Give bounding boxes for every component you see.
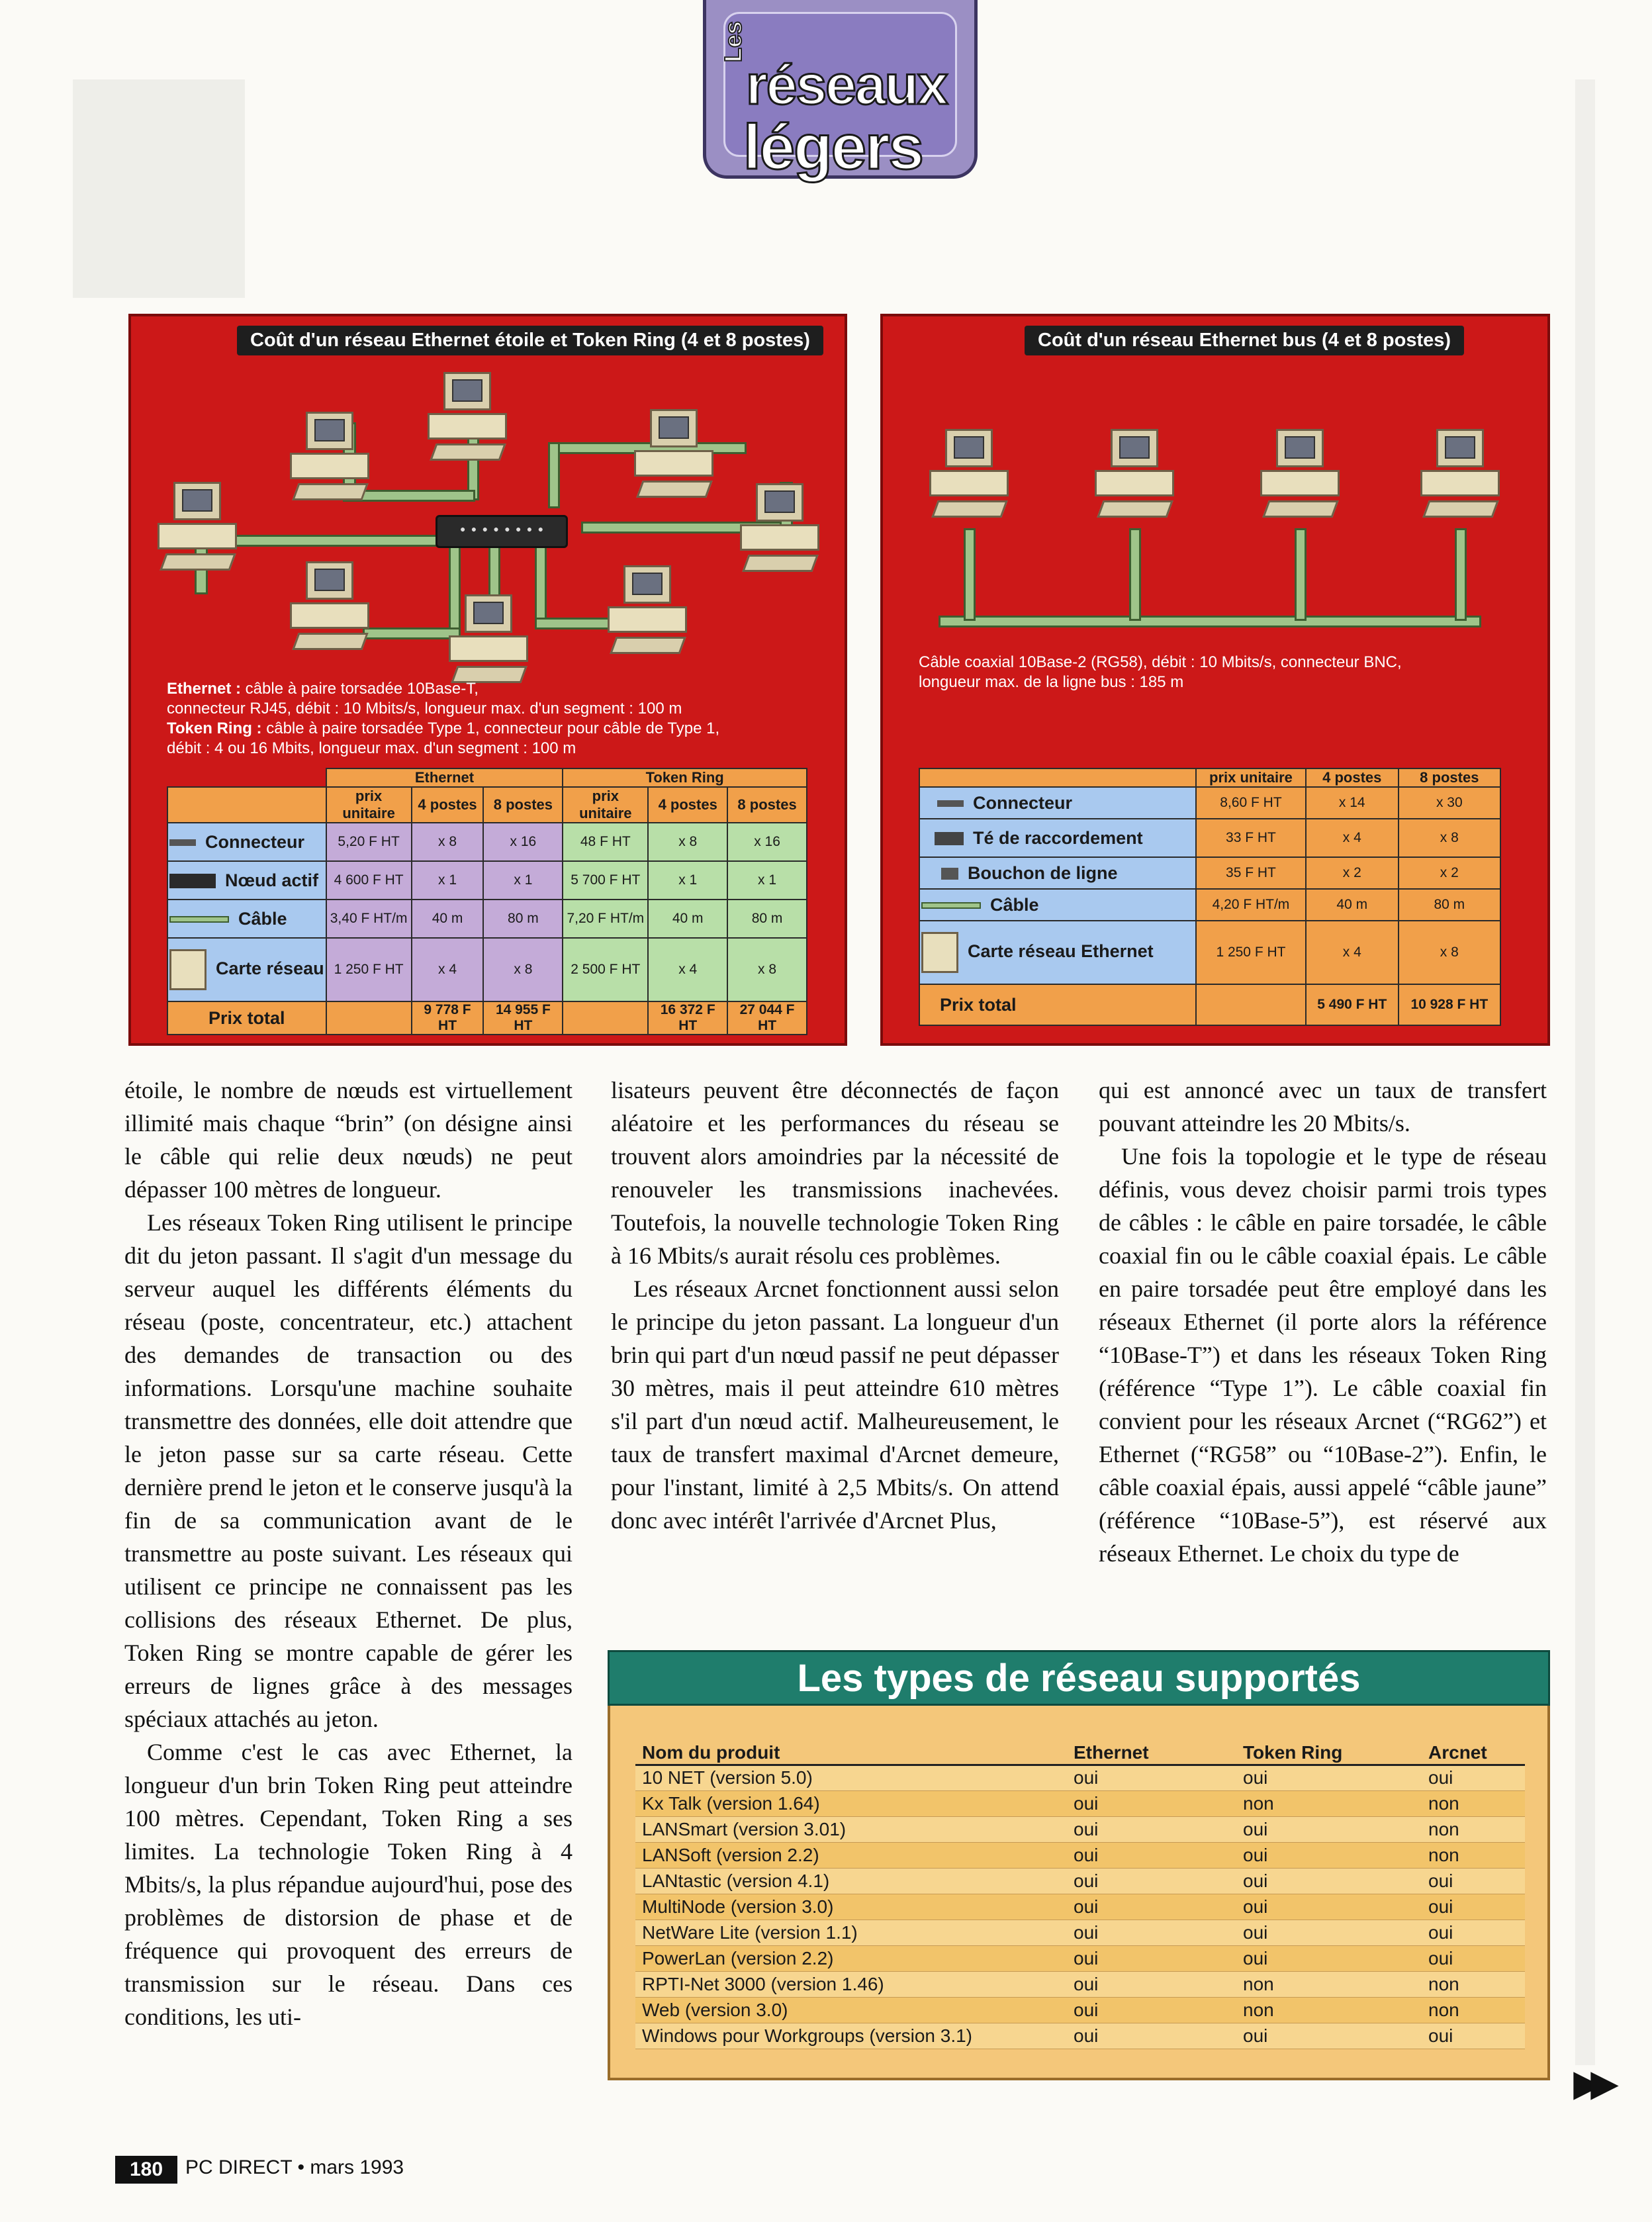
bnc-connector-icon [937,800,964,807]
terminator-icon [941,868,958,880]
pc-icon [169,949,206,990]
workstation-icon [1260,429,1340,528]
table-row: Connecteur 8,60 F HT x 14 x 30 [919,787,1500,819]
page-number: 180 [115,2156,177,2184]
connector-icon [169,839,196,846]
group-header-ethernet: Ethernet [326,768,563,787]
t-connector-icon [935,832,964,845]
cable-line [535,541,547,621]
article-column-3 [1099,1074,1547,1570]
cable-line [548,442,560,508]
cable-line [363,627,461,639]
workstation-icon [290,561,369,661]
hub-icon [169,874,216,888]
drop-cable [964,528,976,621]
paragraph: Les réseaux Token Ring utilisent le principe dit du jeton passant. Il s'agit d'un message du serveur auquel les différents éléments du réseau (poste, concentrateur, etc.) attachent des demandes de transaction ou des informations. Lorsqu'une machine souhaite transmettre des données, elle doit attendre que le jeton passe sur sa carte réseau. Cette dernière prend le jeton et le conserve jusqu'à la fin de sa communication avant de le transmettre au poste suivant. Les réseaux qui utilisent ce principe ne connaissent pas les collisions des réseaux Ethernet. De plus, Token Ring se montre capable de gérer les erreurs de lignes grâce à des messages spéciaux attachés au jeton. [124,1209,573,1732]
table-row: LANSoft (version 2.2) oui oui non [635,1842,1525,1868]
table-row: LANSmart (version 3.01) oui oui non [635,1816,1525,1842]
row-label: Câble [238,908,287,929]
paragraph: Une fois la topologie et le type de réseau définis, vous devez choisir parmi trois types de câbles : le câble en paire torsadée, le câble coaxial fin ou le câble coaxial épais. Le câble en paire torsadée peut être employé dans les réseaux Ethernet (il porte alors la référence “10Base-T”) et dans les réseaux Token Ring (référence “Type 1”). Le câble coaxial fin convient pour les réseaux Arcnet (“RG62”) et Ethernet (“RG58” ou “10Base-2”). Enfin, le câble coaxial épais, aussi appelé “câble jaune” (référence “10Base-5”), est réservé aux réseaux Ethernet. Le choix du type de [1099,1143,1547,1567]
workstation-icon [929,429,1009,528]
paragraph: Les réseaux Arcnet fonctionnent aussi selon le principe du jeton passant. La longueur d'un brin qui part d'un nœud passif ne peut dépasser 30 mètres, mais il peut atteindre 610 mètres s'il part d'un nœud actif. Malheureusement, le taux de transfert maximal d'Arcnet demeure, pour l'instant, limité à 2,5 Mbits/s. On attend donc avec intérêt l'arrivée d'Arcnet Plus, [611,1275,1059,1534]
footer-credit [185,2156,404,2179]
panel-description: Câble coaxial 10Base-2 (RG58), débit : 10 Mbits/s, connecteur BNC, longueur max. de la ligne bus : 185 m [919,653,1402,691]
network-types-title: Les types de réseau supportés [608,1650,1550,1706]
drop-cable [1295,528,1307,621]
group-header-tokenring: Token Ring [563,768,807,787]
workstation-icon [634,409,713,508]
col-header: Ethernet [1067,1742,1236,1765]
cable-icon [169,916,229,923]
ethernet-tokenring-cost-table [167,768,807,1035]
row-label: Carte réseau [216,958,324,979]
table-row: Té de raccordement 33 F HT x 4 x 8 [919,819,1500,857]
col-header: prix unitaire [1196,768,1306,787]
col-header: prix unitaire [326,787,412,823]
bus-cable-line [939,616,1481,627]
row-label: Connecteur [205,831,305,852]
col-header: Nom du produit [635,1742,1067,1765]
ethernet-bus-panel [880,314,1550,1046]
paragraph: lisateurs peuvent être déconnectés de façon aléatoire et les performances du réseau se trouvent alors amoindries par la nécessité de renouveler les transmissions inachevées. Toutefois, la nouvelle technologie Token Ring à 16 Mbits/s aurait résolu ces problèmes. [611,1077,1059,1269]
col-header: Token Ring [1236,1742,1422,1765]
table-row: LANtastic (version 4.1) oui oui oui [635,1868,1525,1894]
table-row: Bouchon de ligne 35 F HT x 2 x 2 [919,857,1500,889]
section-kicker: Les [719,21,747,62]
total-row: Prix total 9 778 F HT 14 955 F HT 16 372 F HT 27 044 F HT [167,1001,807,1035]
total-label: Prix total [167,1001,326,1035]
col-header: 8 postes [1399,768,1500,787]
col-header: 8 postes [483,787,563,823]
panel-title: Coût d'un réseau Ethernet bus (4 et 8 postes) [1025,326,1464,355]
workstation-icon [428,372,507,471]
table-row: Carte réseau Ethernet 1 250 F HT x 4 x 8 [919,921,1500,984]
section-title-line2: légers [743,112,923,183]
table-row: Câble 4,20 F HT/m 40 m 80 m [919,889,1500,921]
pc-icon [921,932,958,973]
ethernet-star-tokenring-panel [128,314,847,1046]
magazine-name: PC DIRECT [185,2156,293,2178]
table-row: NetWare Lite (version 1.1) oui oui oui [635,1920,1525,1945]
table-row: Windows pour Workgroups (version 3.1) oui oui oui [635,2023,1525,2049]
col-header: 4 postes [648,787,727,823]
cable-icon [921,902,981,909]
table-row: Kx Talk (version 1.64) oui non non [635,1790,1525,1816]
table-row: Carte réseau 1 250 F HT x 4 x 8 2 500 F HT x 4 x 8 [167,938,807,1001]
table-row: Nœud actif 4 600 F HT x 1 x 1 5 700 F HT x 1 x 1 [167,861,807,900]
col-header: 8 postes [727,787,807,823]
article-column-1 [124,1074,573,2033]
ethernet-bus-cost-table [919,768,1501,1026]
col-header: 4 postes [412,787,484,823]
col-header: 4 postes [1306,768,1399,787]
workstation-icon [290,412,369,511]
table-row: RPTI-Net 3000 (version 1.46) oui non non [635,1971,1525,1997]
article-column-2 [611,1074,1059,1537]
workstation-icon [608,565,687,665]
row-label: Nœud actif [225,870,318,890]
panel-title: Coût d'un réseau Ethernet étoile et Token Ring (4 et 8 postes) [237,326,823,355]
table-row: Câble 3,40 F HT/m 40 m 80 m 7,20 F HT/m 40 m 80 m [167,900,807,938]
bleed-through-right [1575,79,1595,2065]
total-label: Prix total [919,984,1196,1025]
panel-description: Ethernet : câble à paire torsadée 10Base-T, connecteur RJ45, débit : 10 Mbits/s, longueur max. d'un segment : 100 m Token Ring : câble à paire torsadée Type 1, connecteur pour câble de Type 1, débit : 4 ou 16 Mbits, longueur max. d'un segment : 100 m [167,680,720,757]
paragraph: étoile, le nombre de nœuds est virtuellement illimité mais chaque “brin” (on désigne ainsi le câble qui relie deux nœuds) ne peut dépasser 100 mètres de longueur. [124,1077,573,1203]
issue-date: mars 1993 [310,2156,404,2178]
section-title-line1: réseaux [746,54,947,116]
total-row: Prix total 5 490 F HT 10 928 F HT [919,984,1500,1025]
hub-icon: ● ● ● ● ● ● ● ● [436,515,568,548]
continue-arrow-icon: ▶▶ [1574,2064,1608,2103]
bleed-through-left [73,79,245,298]
col-header: prix unitaire [563,787,648,823]
table-row: Connecteur 5,20 F HT x 8 x 16 48 F HT x 8 x 16 [167,823,807,861]
section-badge [703,0,978,183]
workstation-icon [158,482,237,581]
col-header: Arcnet [1422,1742,1525,1765]
workstation-icon [740,483,819,582]
footer-separator: • [297,2156,304,2178]
drop-cable [1129,528,1141,621]
workstation-icon [1420,429,1500,528]
table-row: PowerLan (version 2.2) oui oui oui [635,1945,1525,1971]
network-types-table [635,1742,1525,2049]
paragraph: qui est annoncé avec un taux de transfert pouvant atteindre les 20 Mbits/s. [1099,1077,1547,1136]
table-row: Web (version 3.0) oui non non [635,1997,1525,2023]
paragraph: Comme c'est le cas avec Ethernet, la longueur d'un brin Token Ring peut atteindre 100 mètres. Cependant, Token Ring a ses limites. La technologie Token Ring à 4 Mbits/s, la plus répandue aujourd'hui, pose des problèmes de distorsion de phase et de fréquence qui provoquent des erreurs de transmission sur le réseau. Dans ces conditions, les uti- [124,1739,573,2030]
workstation-icon [1095,429,1174,528]
drop-cable [1455,528,1467,621]
table-row: 10 NET (version 5.0) oui oui oui [635,1765,1525,1790]
table-row: MultiNode (version 3.0) oui oui oui [635,1894,1525,1920]
